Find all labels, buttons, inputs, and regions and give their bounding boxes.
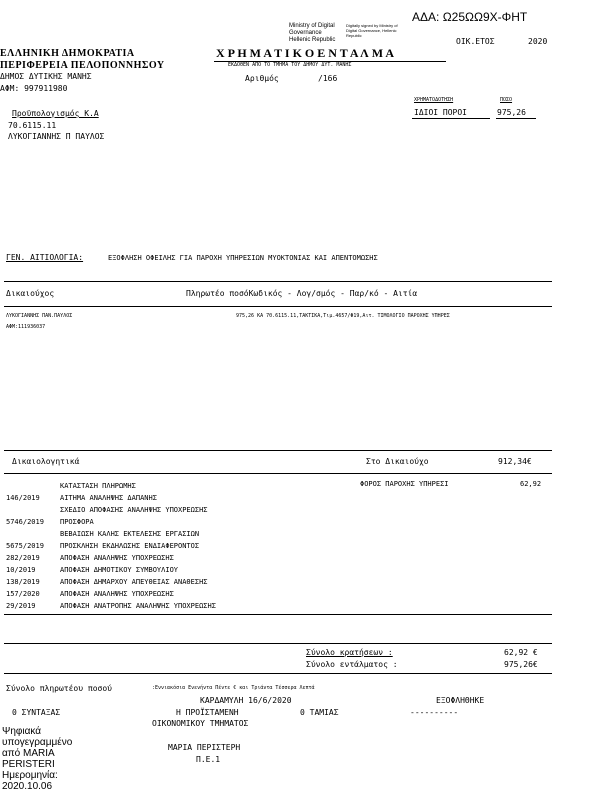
digital-signature-note: Digitally signed by Ministry of Digital Governance, Hellenic Republic — [346, 23, 398, 38]
stamp-line: από MARIA — [2, 748, 55, 759]
doc-desc: ΑΠΟΦΑΣΗ ΑΝΑΤΡΟΠΗΣ ΑΝΑΛΗΨΗΣ ΥΠΟΧΡΕΩΣΗΣ — [60, 602, 216, 610]
doc-num: 5675/2019 — [6, 542, 44, 550]
poso-value: 975,26 — [497, 108, 526, 117]
doc-desc: ΑΙΤΗΜΑ ΑΝΑΛΗΨΗΣ ΔΑΠΑΝΗΣ — [60, 494, 157, 502]
doc-row — [6, 564, 216, 576]
stamp-line: Ημερομηνία: — [2, 770, 58, 781]
composer-label: 0 ΣΥΝΤΑΞΑΣ — [12, 708, 61, 717]
ministry-line1: Ministry of Digital — [289, 23, 335, 29]
doc-desc: ΠΡΟΣΦΟΡΑ — [60, 518, 94, 526]
head-label-line1: Η ΠΡΟΪΣΤΑΜΕΝΗ — [176, 708, 239, 717]
doc-desc: ΒΕΒΑΙΩΣΗ ΚΑΛΗΣ ΕΚΤΕΛΕΣΗΣ ΕΡΓΑΣΙΩΝ — [60, 530, 200, 538]
doc-desc: ΑΠΟΦΑΣΗ ΑΝΑΛΗΨΗΣ ΥΠΟΧΡΕΩΣΗΣ — [60, 590, 174, 598]
beneficiary-detail: 975,26 ΚΑ 70.6115.11,ΤΑΚΤΙΚΑ,Τιμ.4657/Φ19,Αιτ. ΤΙΜΟΛΟΓΙΟ ΠΑΡΟΧΗΣ ΥΠΗΡΕΣ — [236, 313, 450, 319]
justification-label: ΓΕΝ. ΑΙΤΙΟΛΟΓΙΑ: — [6, 253, 84, 262]
paid-signature-dashes: ---------- — [410, 708, 459, 717]
deductions-label: Σύνολο κρατήσεων : — [306, 648, 393, 657]
number-label: Αριθμός — [245, 74, 279, 83]
doc-row — [6, 600, 216, 612]
ministry-line3: Hellenic Republic — [289, 37, 336, 43]
stamp-line: Ψηφιακά — [2, 726, 42, 737]
stamp-line: 2020.10.06 — [2, 781, 53, 792]
doc-desc: ΚΑΤΑΣΤΑΣΗ ΠΛΗΡΩΜΗΣ — [60, 482, 136, 490]
budget-person: ΛΥΚΟΓΙΑΝΝΗΣ Π ΠΑΥΛΟΣ — [8, 132, 105, 141]
doc-num: 282/2019 — [6, 554, 40, 562]
doc-subtitle: ΕΚΔΟΘΕΝ ΑΠΟ ΤΟ ΤΜΗΜΑ ΤΟΥ ΔΗΜΟΥ ΔΥΤ. ΜΑΝΗΣ — [228, 62, 352, 68]
doc-num: 29/2019 — [6, 602, 36, 610]
doc-num: 138/2019 — [6, 578, 40, 586]
tax-label: ΦΟΡΟΣ ΠΑΡΟΧΗΣ ΥΠΗΡΕΣΙ — [360, 480, 449, 488]
doc-row — [6, 588, 216, 600]
region-name: ΠΕΡΙΦΕΡΕΙΑ ΠΕΛΟΠΟΝΝΗΣΟΥ — [0, 60, 165, 71]
stamp-line: υπογεγραμμένο — [2, 737, 73, 748]
total-payable-words: :Εννιακόσια Ενενήντα Πέντε € και Τριάντα Τέσσερα Λεπτά — [152, 685, 315, 691]
cashier-label: 0 ΤΑΜΙΑΣ — [300, 708, 339, 717]
municipality-name: ΔΗΜΟΣ ΔΥΤΙΚΗΣ ΜΑΝΗΣ — [0, 72, 92, 81]
paid-label: ΕΞΟΦΛΗΘΗΚΕ — [436, 696, 485, 705]
budget-label: Προϋπολογισμός Κ.Α — [12, 109, 99, 118]
doc-row — [6, 576, 216, 588]
doc-desc: ΠΡΟΣΚΛΗΣΗ ΕΚΔΗΛΩΣΗΣ ΕΝΔΙΑΦΕΡΟΝΤΟΣ — [60, 542, 200, 550]
funding-header: ΧΡΗΜΑΤΟΔΟΤΗΣΗ — [414, 97, 454, 103]
head-label-line2: ΟΙΚΟΝΟΜΙΚΟΥ ΤΜΗΜΑΤΟΣ — [152, 719, 249, 728]
fiscal-year-value: 2020 — [528, 37, 548, 46]
doc-num: 10/2019 — [6, 566, 36, 574]
digital-signature-stamp — [2, 726, 72, 792]
warrant-value: 975,26€ — [504, 660, 538, 669]
doc-desc: ΑΠΟΦΑΣΗ ΑΝΑΛΗΨΗΣ ΥΠΟΧΡΕΩΣΗΣ — [60, 554, 174, 562]
signatory-rank: Π.Ε.1 — [196, 755, 221, 764]
payable-col-header: Πληρωτέο ποσόΚωδικός - Λογ/σμός - Παρ/κό - Αιτία — [186, 289, 418, 298]
warrant-label: Σύνολο εντάλματος : — [306, 660, 398, 669]
doc-row — [6, 516, 216, 528]
docs-header: Δικαιολογητικά — [12, 457, 80, 466]
place-date: ΚΑΡΔΑΜΥΛΗ 16/6/2020 — [200, 696, 292, 705]
budget-code: 70.6115.11 — [8, 121, 57, 130]
doc-row — [6, 540, 216, 552]
to-beneficiary-value: 912,34€ — [498, 457, 532, 466]
tax-value: 62,92 — [520, 480, 542, 488]
doc-num: 5746/2019 — [6, 518, 44, 526]
justification-text: ΕΞΟΦΛΗΣΗ ΟΦΕΙΛΗΣ ΓΙΑ ΠΑΡΟΧΗ ΥΠΗΡΕΣΙΩΝ ΜΥΟΚΤΟΝΙΑΣ ΚΑΙ ΑΠΕΝΤΟΜΩΣΗΣ — [108, 254, 378, 262]
funding-value: ΙΔΙΟΙ ΠΟΡΟΙ — [414, 108, 467, 117]
doc-num: 146/2019 — [6, 494, 40, 502]
beneficiary-afm: ΑΦΜ:111936037 — [6, 324, 46, 330]
doc-row — [6, 552, 216, 564]
doc-num: 157/2020 — [6, 590, 40, 598]
ministry-line2: Governance — [289, 30, 322, 36]
country-name: ΕΛΛΗΝΙΚΗ ΔΗΜΟΚΡΑΤΙΑ — [0, 48, 135, 59]
beneficiary-col-header: Δικαιούχος — [6, 289, 55, 298]
doc-row — [6, 528, 216, 540]
ministry-block — [289, 23, 335, 44]
beneficiary-name: ΛΥΚΟΓΙΑΝΝΗΣ ΠΑΝ.ΠΑΥΛΟΣ — [6, 313, 73, 319]
doc-row — [6, 504, 216, 516]
deductions-value: 62,92 € — [504, 648, 538, 657]
fiscal-year-label: ΟΙΚ.ΕΤΟΣ — [456, 37, 495, 46]
doc-row — [6, 492, 216, 504]
doc-title: Χ Ρ Η Μ Α Τ Ι Κ Ο Ε Ν Τ Α Λ Μ Α — [216, 46, 395, 60]
doc-desc: ΑΠΟΦΑΣΗ ΔΗΜΑΡΧΟΥ ΑΠΕΥΘΕΙΑΣ ΑΝΑΘΕΣΗΣ — [60, 578, 208, 586]
docs-list — [6, 480, 216, 612]
signatory-name: ΜΑΡΙΑ ΠΕΡΙΣΤΕΡΗ — [168, 743, 241, 752]
doc-row — [6, 480, 216, 492]
stamp-line: PERISTERI — [2, 759, 55, 770]
to-beneficiary-label: Στο Δικαιούχο — [366, 457, 429, 466]
afm-number: ΑΦΜ: 997911980 — [0, 84, 68, 93]
poso-header: ΠΟΣΟ — [500, 97, 513, 103]
doc-desc: ΣΧΕΔΙΟ ΑΠΟΦΑΣΗΣ ΑΝΑΛΗΨΗΣ ΥΠΟΧΡΕΩΣΗΣ — [60, 506, 208, 514]
ada-code: ΑΔΑ: Ω25ΩΩ9Χ-ΦΗΤ — [412, 10, 528, 24]
doc-desc: ΑΠΟΦΑΣΗ ΔΗΜΟΤΙΚΟΥ ΣΥΜΒΟΥΛΙΟΥ — [60, 566, 179, 574]
total-payable-label: Σύνολο πληρωτέου ποσού — [6, 684, 112, 693]
number-value: /166 — [318, 74, 338, 83]
